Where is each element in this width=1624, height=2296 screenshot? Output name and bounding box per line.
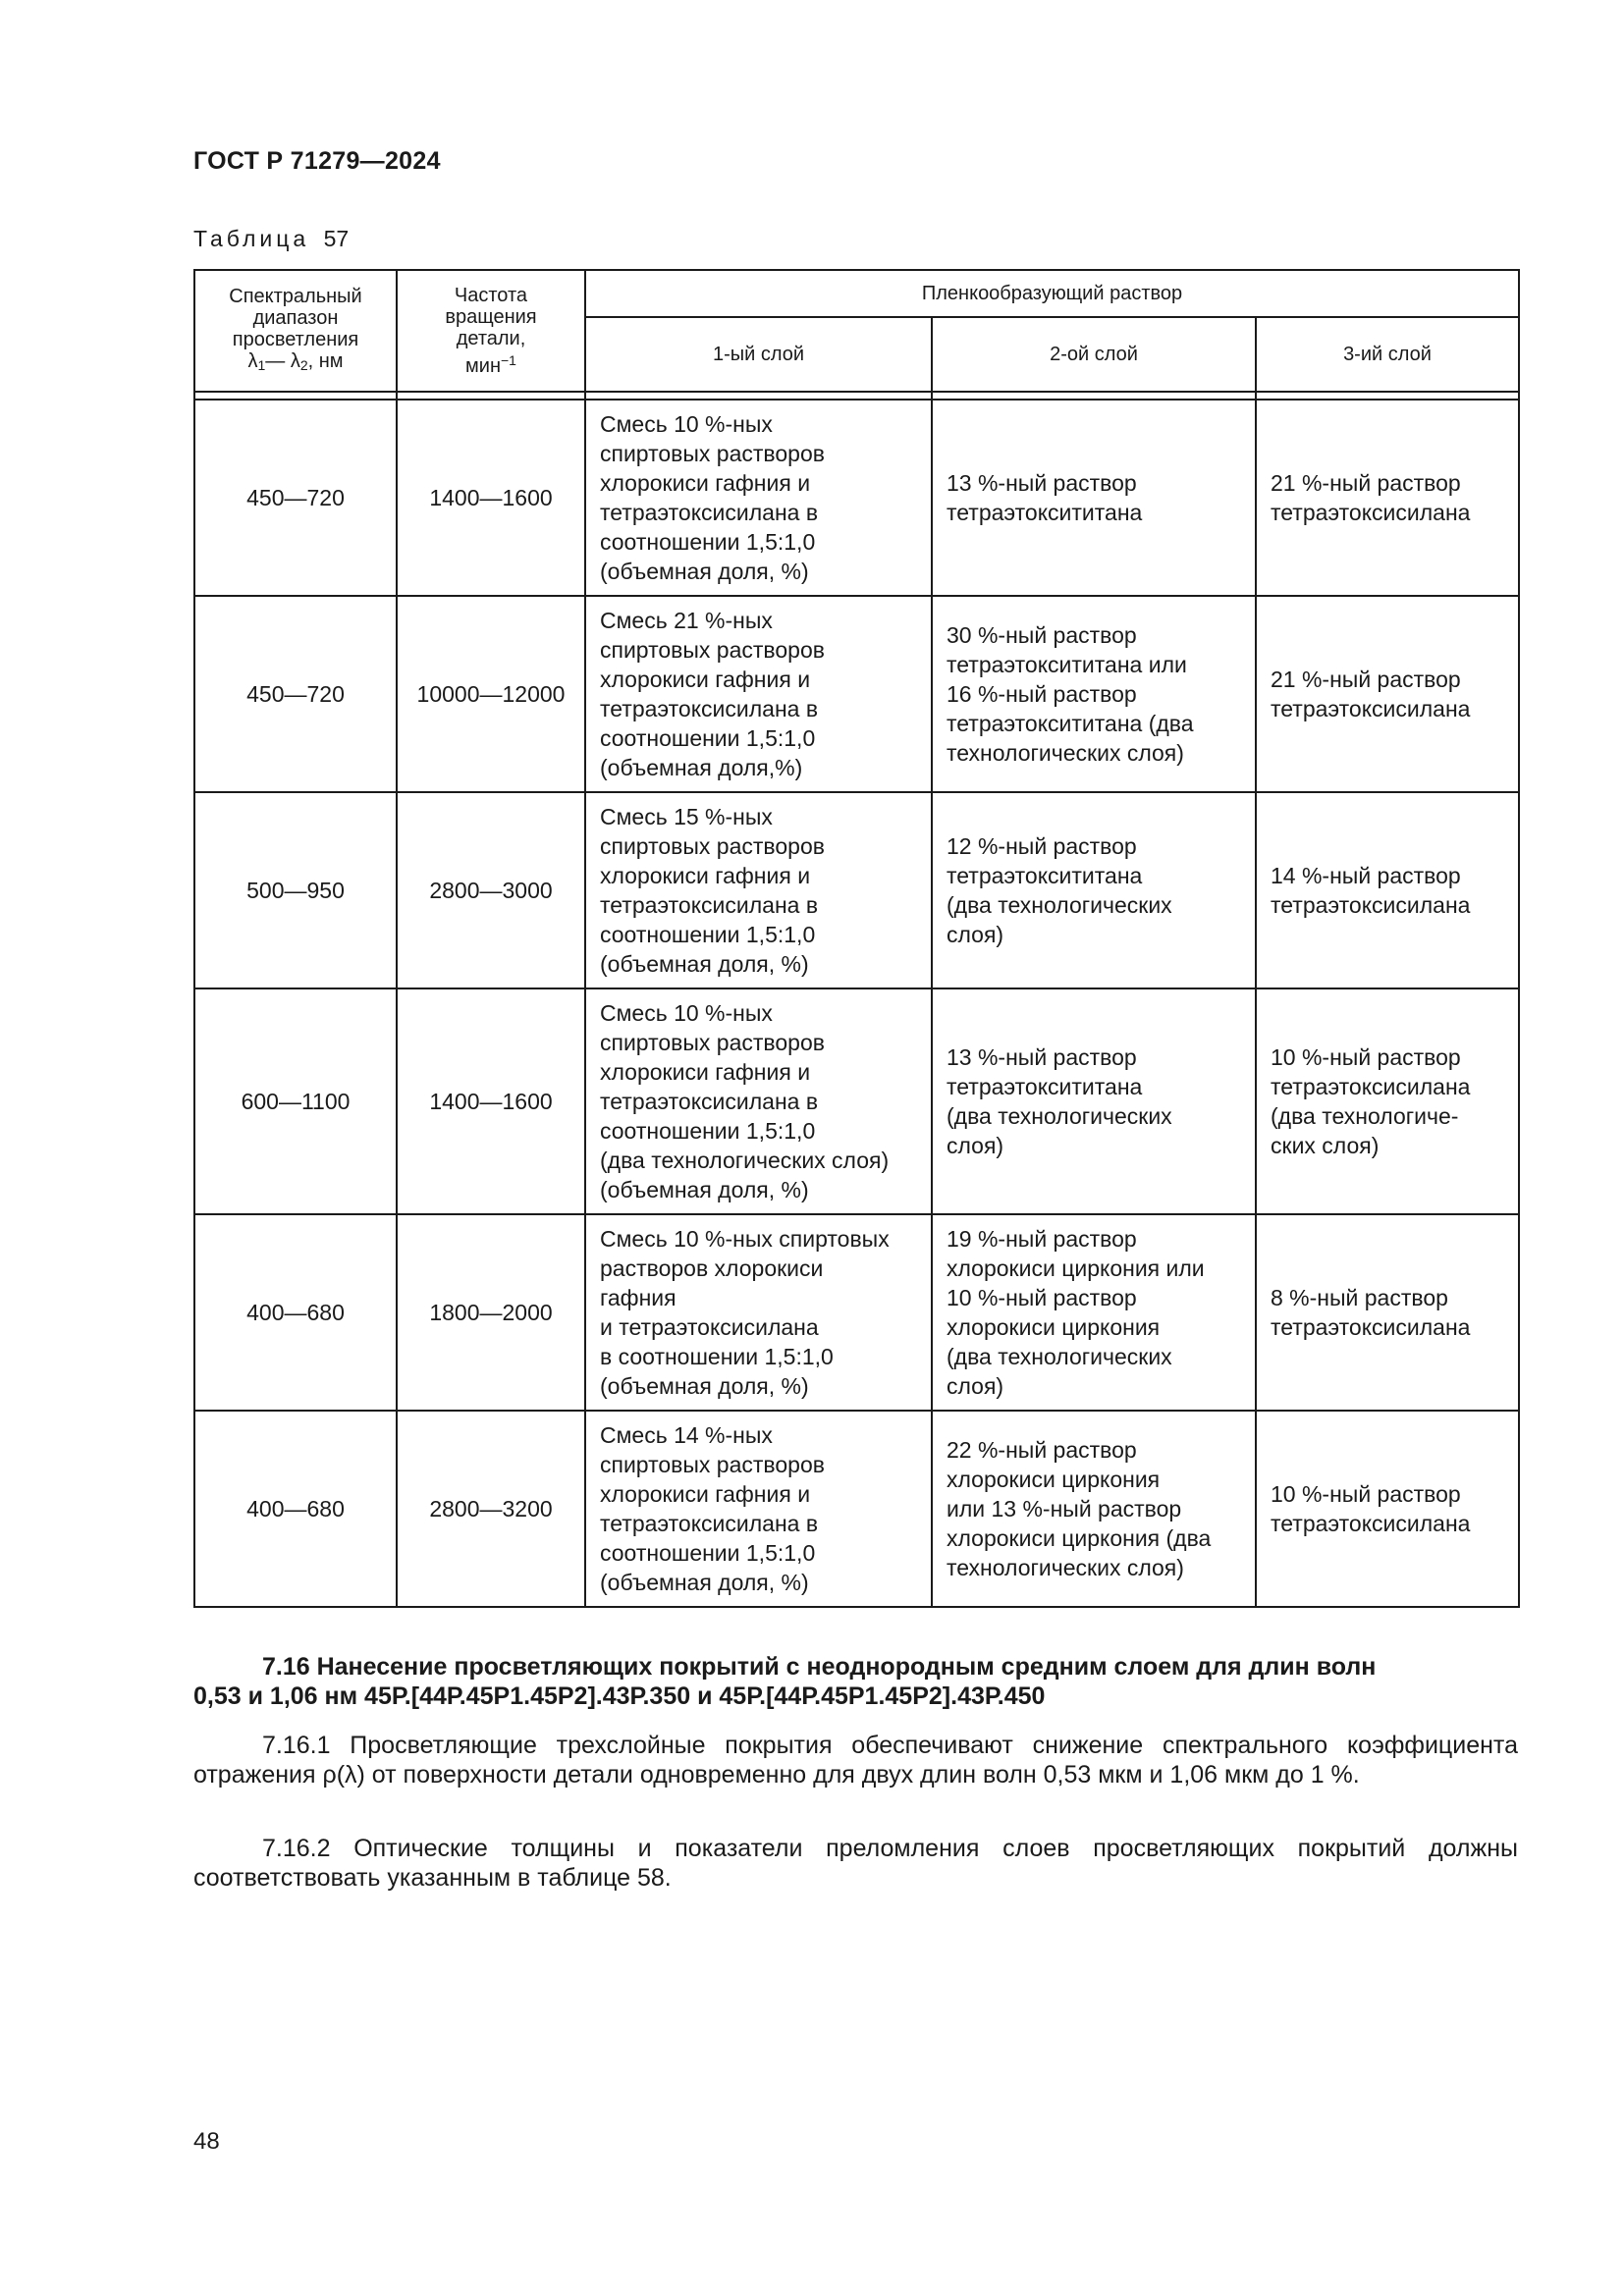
- cell-range: 600—1100: [194, 988, 397, 1214]
- cell-layer-1: Смесь 10 %-ных спиртовых растворов хлорокиси гафния и тетраэтоксисилана в соотношении 1,5:1,0 (объемная доля, %): [585, 1214, 932, 1411]
- cell-layer-1: Смесь 10 %-ных спиртовых растворов хлорокиси гафния и тетраэтоксисилана в соотношении 1,5:1,0 (два технологических слоя) (объемная доля, %): [585, 988, 932, 1214]
- paragraph: 7.16.1 Просветляющие трехслойные покрытия обеспечивают снижение спектрального коэффициента отражения ρ(λ) от поверхности детали одновременно для двух длин волн 0,53 мкм и 1,06 мкм до 1 %.: [193, 1732, 1518, 1789]
- header-layer-2: 2-ой слой: [932, 317, 1256, 392]
- cell-frequency: 2800—3200: [397, 1411, 585, 1607]
- section-title-continuation: 0,53 и 1,06 нм 45Р.[44Р.45Р1.45Р2].43Р.350 и 45Р.[44Р.45Р1.45Р2].43Р.450: [193, 1682, 1046, 1710]
- cell-layer-2: 13 %-ный раствор тетраэтоксититана (два технологических слоя): [932, 988, 1256, 1214]
- header-divider: [585, 392, 932, 400]
- table-row: [194, 400, 1519, 596]
- header-divider: [397, 392, 585, 400]
- header-divider: [932, 392, 1256, 400]
- cell-layer-3: 21 %-ный раствор тетраэтоксисилана: [1256, 596, 1519, 792]
- spectral-table: [193, 269, 1520, 1608]
- cell-layer-2: 13 %-ный раствор тетраэтоксититана: [932, 400, 1256, 596]
- header-divider: [1256, 392, 1519, 400]
- cell-range: 450—720: [194, 400, 397, 596]
- table-row: [194, 988, 1519, 1214]
- cell-frequency: 1400—1600: [397, 988, 585, 1214]
- table-caption-word: Таблица: [193, 226, 310, 251]
- cell-range: 400—680: [194, 1214, 397, 1411]
- cell-range: 400—680: [194, 1411, 397, 1607]
- table-row: [194, 1411, 1519, 1607]
- table-caption-number: 57: [323, 226, 350, 251]
- cell-layer-2: 12 %-ный раствор тетраэтоксититана (два технологических слоя): [932, 792, 1256, 988]
- cell-frequency: 2800—3000: [397, 792, 585, 988]
- cell-layer-3: 21 %-ный раствор тетраэтоксисилана: [1256, 400, 1519, 596]
- section-title-line: 7.16 Нанесение просветляющих покрытий с неоднородным средним слоем для длин волн: [262, 1653, 1377, 1681]
- table-row: [194, 792, 1519, 988]
- cell-range: 450—720: [194, 596, 397, 792]
- cell-layer-2: 22 %-ный раствор хлорокиси циркония или 13 %-ный раствор хлорокиси циркония (два технологических слоя): [932, 1411, 1256, 1607]
- cell-layer-3: 10 %-ный раствор тетраэтоксисилана: [1256, 1411, 1519, 1607]
- cell-layer-3: 14 %-ный раствор тетраэтоксисилана: [1256, 792, 1519, 988]
- header-rotation-frequency: Частота вращения детали, мин$^{-1}$: [397, 270, 585, 392]
- cell-layer-3: 10 %-ный раствор тетраэтоксисилана (два технологиче- ских слоя): [1256, 988, 1519, 1214]
- cell-frequency: 10000—12000: [397, 596, 585, 792]
- cell-layer-1: Смесь 15 %-ных спиртовых растворов хлорокиси гафния и тетраэтоксисилана в соотношении 1,5:1,0 (объемная доля, %): [585, 792, 932, 988]
- cell-frequency: 1800—2000: [397, 1214, 585, 1411]
- table-row: [194, 596, 1519, 792]
- header-spectral-range: Спектральный диапазон просветления λ1— λ2, нм: [194, 270, 397, 392]
- section-title: [193, 1652, 1518, 1682]
- table-caption: [193, 226, 349, 252]
- cell-layer-1: Смесь 10 %-ных спиртовых растворов хлорокиси гафния и тетраэтоксисилана в соотношении 1,5:1,0 (объемная доля, %): [585, 400, 932, 596]
- cell-layer-1: Смесь 14 %-ных спиртовых растворов хлорокиси гафния и тетраэтоксисилана в соотношении 1,5:1,0 (объемная доля, %): [585, 1411, 932, 1607]
- table-row: [194, 1214, 1519, 1411]
- cell-layer-2: 19 %-ный раствор хлорокиси циркония или 10 %-ный раствор хлорокиси циркония (два технологических слоя): [932, 1214, 1256, 1411]
- header-layer-3: 3-ий слой: [1256, 317, 1519, 392]
- header-film-solution: Пленкообразующий раствор: [585, 270, 1519, 317]
- paragraph: 7.16.2 Оптические толщины и показатели преломления слоев просветляющих покрытий должны соответствовать указанным в таблице 58.: [193, 1835, 1518, 1892]
- cell-range: 500—950: [194, 792, 397, 988]
- header-divider: [194, 392, 397, 400]
- header-layer-1: 1-ый слой: [585, 317, 932, 392]
- cell-frequency: 1400—1600: [397, 400, 585, 596]
- cell-layer-3: 8 %-ный раствор тетраэтоксисилана: [1256, 1214, 1519, 1411]
- document-code: ГОСТ Р 71279—2024: [193, 147, 441, 175]
- page-number: 48: [193, 2128, 220, 2155]
- cell-layer-2: 30 %-ный раствор тетраэтоксититана или 16 %-ный раствор тетраэтоксититана (два технологических слоя): [932, 596, 1256, 792]
- cell-layer-1: Смесь 21 %-ных спиртовых растворов хлорокиси гафния и тетраэтоксисилана в соотношении 1,5:1,0 (объемная доля,%): [585, 596, 932, 792]
